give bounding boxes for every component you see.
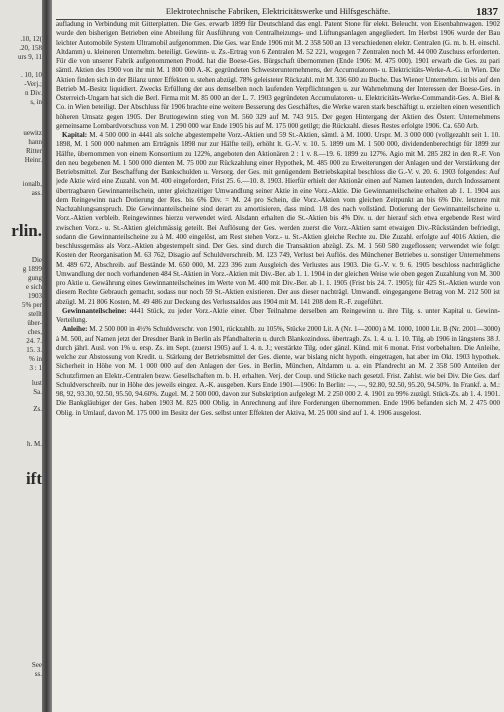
prev-page-fragment: e sich <box>25 283 42 291</box>
header-title: Elektrotechnische Fabriken, Elektricitätswerke und Hilfsgeschäfte. <box>165 7 391 16</box>
prev-page-fragment: 3 : 1 <box>29 364 42 372</box>
company-history-text: aufladung in Verbindung mit Gitterplatten. Die Ges. erwarb 1899 für Deutschland das engl. Patent Stone für elekt. Beleucht. von Eisenbahnwagen. 1902 wurde den bisherigen Betrieben eine Abteilung für Ausführung von Centralheizungs- und Lüftungsanlagen angegliedert. Im Herbst 1906 wurde der Bau leichter Automobile System Ultramobil aufgenommen. Die Ges. war Ende 1906 mit M. 2 358 500 an 13 verschiedenen elektr. Centralen (G. m. b. H. einschl. Altdamm) u. kleineren Unternehm. beteiligt. Gewinn- u. Zs.-Ertrag von 6 Zentralen M. 52 221, wogegen 7 Zentralen noch M. 44 000 Zuschuss erforderten. Für die von unserer Fabrik aufgenommenen Prodd. hat die Boese-Ges. Bürgschaft übernommen (Ende 1906: M. 475 000). 1901 erwarb die Ges. zu pari sämtl. Aktien des 1900 von ihr mit M. 1 800 000 A.-K. gegründeten Schwesterunternehmens, der Accumulatoren- u. Elektricitäts-Werke-A.-G. in Wien. Die Aktien finden sich in der Bilanz unter Effekten u. stehen abzügl. 78% geleisteter Rückzahl. mit M. 336 600 zu Buche. Das Wiener Unternehm. ist bis auf den Betrieb M.-Besitz liquidiert. Zwecks Erfüllung der aus demselben noch laufenden Verpflichtungen u. zur Wahrnehmung der Interessen der Boese-Ges. in Österreich-Ungarn hat sich die Berl. Firma mit M. 85 000 an der L. 7. 1903 gegründeten Accumulatoren- u. Elektricitäts-Werke-Commandit-Ges. A. Biel & Co. in Wien beteiligt. Der Abschluss für 1906 brachte eine weitere Besserung des Geschäftes, die Werke waren stark beschäftigt u. erzielten einen wesentlich höheren Umsatz gegen 1905. Der Bruttogewinn stieg von M. 560 329 auf M. 743 915. Der gegen Hintergang der Aktien des Österr. Unternehmens gemeinsame Lombardvorschuss von M. 1 290 000 war Ende 1905 bis auf M. 175 000 getilgt; die Rückzahl. dieses Restes erfolgte 1906. Ca. 650 Arb. <box>56 20 500 130</box>
company-history-paragraph <box>56 20 500 131</box>
prev-page-fragment: See <box>31 661 42 669</box>
prev-page-fragment: über- <box>27 319 42 327</box>
prev-page-fragment: ionalb, <box>22 180 42 188</box>
prev-page-fragment: rlin. <box>11 221 42 240</box>
prev-page-fragment: Heinr. <box>24 156 42 164</box>
prev-page-fragment: % in <box>28 355 42 363</box>
prev-page-fragment: ift <box>25 469 42 488</box>
prev-page-fragment: 15. 3. <box>26 346 42 354</box>
prev-page-fragment: Sa. <box>33 388 42 396</box>
prev-page-fragment: Zs. <box>33 405 42 413</box>
prev-page-fragment: ass. <box>31 189 42 197</box>
running-header <box>56 5 500 20</box>
prev-page-fragment: ss. <box>34 670 42 678</box>
page-number: 1837 <box>476 6 498 18</box>
prev-page-fragment: ches, <box>27 328 42 336</box>
prev-page-fragment: Ritter <box>26 147 42 155</box>
prev-page-fragment: gung <box>28 274 42 282</box>
prev-page-fragment: -Verj.; <box>24 80 42 88</box>
prev-page-fragment: g 1899 <box>22 265 42 273</box>
prev-page-fragment: urs 9, 11 <box>17 53 42 61</box>
prev-page-fragment: n Div. <box>24 89 42 97</box>
profit-share-text: 4441 Stück, zu jeder Vorz.-Aktie einer. Über Teilnahme derselben am Reingewinn u. ihre Tilg. s. unter Kapital u. Gewinn-Verteilung. <box>56 306 500 324</box>
bond-text: M. 2 500 000 in 4½% Schuldverschr. von 1901, rückzahlb. zu 105%, Stücke 2000 Lit. A (Nr. 1—2000) à M. 1000, 1000 Lit. B (Nr. 2001—3000) à M. 500, auf Namen jetzt der Dresdner Bank in Berlin als Pfandhalterin u. durch Blankozindoss. übertragb. Zs. 1. 4. u. 1. 10. Tilg. ab 1906 in längstens 38 J. durch jährl. Ausl. von 1% u. ersp. Zs. im Sept. (zuerst 1905) auf 1. 4. n. J.; verstärkte Tilg. oder gänzl. Künd. mit 6 monat. Frist vorbehalten. Die Anleihe, welche zur Abstossung von Kredit. u. Stärkung der Betriebsmittel der Ges. diente, war bislang nicht hypoth. eingetragen, hat aber im Okt. 1903 hypothek. Sicherheit in Höhe von M. 1 000 000 auf den Anlagen der Ges. in Berlin, München, Altdamm u. a. ein Pfandrecht an M. 2 358 500 Anteilen der Schutzfirmen an Elektr.-Centralen bezw. Gesellschaften m. b. H. erhalten. Verj. der Coup. und Stücke nach gesetzl. Frist. Zahlst. wie bei Div. Die Ges. darf Schuldverschreib. nur in Höhe des jeweils eingez. A.-K. ausgeben. Kurs Ende 1901—1906: In Berlin: —, —, 92.80, 92.50, 95.20, 94.50%. In Frankf. a. M.: 98, 92, 93.30, 92.50, 95.50, 94.60%. Zugel. M. 2 500 000, davon zur Subskription aufgelegt M. 2 250 000 2. 4. 1901 zu 99% zuzügl. Stück-Zs. ab 1. 4. 1901. Die Bankgläubiger der Ges. haben 1903 M. 825 000 Oblig. in Anrechnung auf ihre Forderungen übernommen. Ende 1906 befanden sich M. 2 475 000 Oblig. in Umlauf, davon M. 175 000 im Besitz der Ges. selbst unter Effekten der Aktiva, M. 25 000 sind auf 1. 4. 1906 ausgelost. <box>56 325 500 417</box>
capital-heading: Kapital: <box>62 131 88 139</box>
prev-page-fragment: uewitz <box>23 129 42 137</box>
prev-page-fragment: stellt <box>28 310 42 318</box>
bond-paragraph <box>56 325 500 418</box>
prev-page-fragment: h. M. <box>27 440 42 448</box>
capital-text: M. 4 500 000 in 4441 als solche abgestempelte Vorz.-Aktien und 59 St.-Aktien, sämtl. à M. 1000. Urspr. M. 3 000 000 (vollgezahlt seit 1. 10. 1898, M. 1 500 000 nahmen am Erträgnis 1898 nur zur Hälfte teil), erhöht lt. G.-V. v. 10. 5. 1899 um M. 1 500 000, dividendenberechtigt für 1899 zur Hälfte, übernommen von einem Konsortium zu 122%, angeboten den Aktionären 2 : 1 v. 8.—19. 6. 1899 zu 127%. Agio mit M. 285 282 in den R.-F. Von den neu begebenen M. 1 500 000 dienten M. 75 000 zur Rückzahlung einer Hypothek, M. 485 000 zu Erweiterungen der Anlagen und der Verstärkung der Betriebsmittel. Zur Beschaffung der Bankschulden u. Versorg. der Ges. mit genügendem Betriebskapital beschloss die G.-V. v. 20. 6. 1903 folgendes: Auf jede Aktie wird eine Zuzahl. von M. 400 eingefordert, Frist 25. 6.—10. 8. 1903. Hierfür erhielt der Aktionär einen auf Namen lautenden, durch Indossament übertragbaren Gewinnanteilschein, unter gleichzeitiger Umwandlung seiner Aktie in eine Vorz.-Aktie. Die Gewinnanteilscheine erhalten ab 1. 1. 1904 aus dem Reingewinn nach Dotierung der Res. bis 6% Div. = M. 24 pro Schein, die Vorz.-Aktien vom gleichen Zeitpunkt an bis 6% Div. letztere mit Nachzahlungsanspruch. Die Gewinnanteilscheine sind derart zu amortisieren, dass mind. 1/8 des nach vollständ. Dotierung der Gewinnanteilscheine u. Vorz.-Aktien verbleib. Reingewinnes hierzu verwendet wird. Alsdann erhalten die St.-Aktien bis 4% Div. u. der hierauf sich etwa ergebende Rest wird zwischen Vorz.- u. St.-Aktien gleichmässig geteilt. Bei Auflösung der Ges. werden zuerst die Vorz.-Aktien samt etwaigen Div.-Rückständen befriedigt, sodann die Gewinnanteilscheine zu à M. 400 eingelöst, am Rest stehen Vorz.- u. St.-Aktien gleiche Rechte zu. Die Zuzahl. erfolgte auf 4016 Aktien, die beschlussgemäss als Vorz.-Aktien abgestempelt sind. Der Ges. sind durch die Transaktion abzügl. Zs. M. 1 560 580 zugeflossen; verwendet wie folgt: Kosten der Reorganisation M. 63 762, Disagio auf Schuldverschreib. M. 123 749, Verlust bei Auflös. des Münchener Betriebes u. sonstiger Unternehmens M. 489 672, Abschreib. auf Bestände M. 650 000, M. 223 396 zum Ausgleich des Verlustes aus 1903. Die G.-V. v. 9. 6. 1905 beschloss nachträgliche Umwandlung der noch vorhandenen 484 St.-Aktien in Vorz.-Aktien mit Div.-Ber. ab 1. 1. 1904 in der gleichen Weise wie oben gegen Zuzahlung von M. 300 pro Aktie u. Gewährung eines Gewinnanteilscheines im Werte von M. 400 mit Div.-Ber. ab 1. 1. 1905 (Frist bis 24. 7. 1905); für 425 St.-Aktien wurde von diesem Rechte Gebrauch gemacht, sodass nur noch 59 St.-Aktien existieren. Der aus dieser nachträgl. Umwandl. eingegangene Betrag von M. 212 500 ist abzügl. M. 21 806 Kosten, M. 49 486 zur Deckung des Verlustsaldos aus 1904 mit M. 141 208 dem R.-F. zugeführt. <box>56 131 500 306</box>
prev-page-fragment: .20, 158 <box>19 44 42 52</box>
prev-page-fragment: 24. 7. <box>26 337 42 345</box>
prev-page-fragment: 1903 <box>28 292 42 300</box>
prev-page-fragment: .10, 12( <box>20 35 42 43</box>
capital-paragraph <box>56 131 500 307</box>
document-page <box>56 5 500 709</box>
profit-share-heading: Gewinnanteilscheine: <box>62 306 127 315</box>
bond-heading: Anleihe: <box>62 325 88 334</box>
prev-page-fragment: s, in <box>30 98 42 106</box>
prev-page-fragment: lust <box>31 379 42 387</box>
prev-page-fragment: Die <box>31 256 42 264</box>
prev-page-fragment: 5% per <box>21 301 42 309</box>
prev-page-fragment: . 10, 10 <box>21 71 42 79</box>
prev-page-fragment: hann <box>28 138 42 146</box>
profit-share-paragraph <box>56 307 500 326</box>
previous-page-strip <box>0 0 42 712</box>
book-gutter <box>42 0 52 712</box>
